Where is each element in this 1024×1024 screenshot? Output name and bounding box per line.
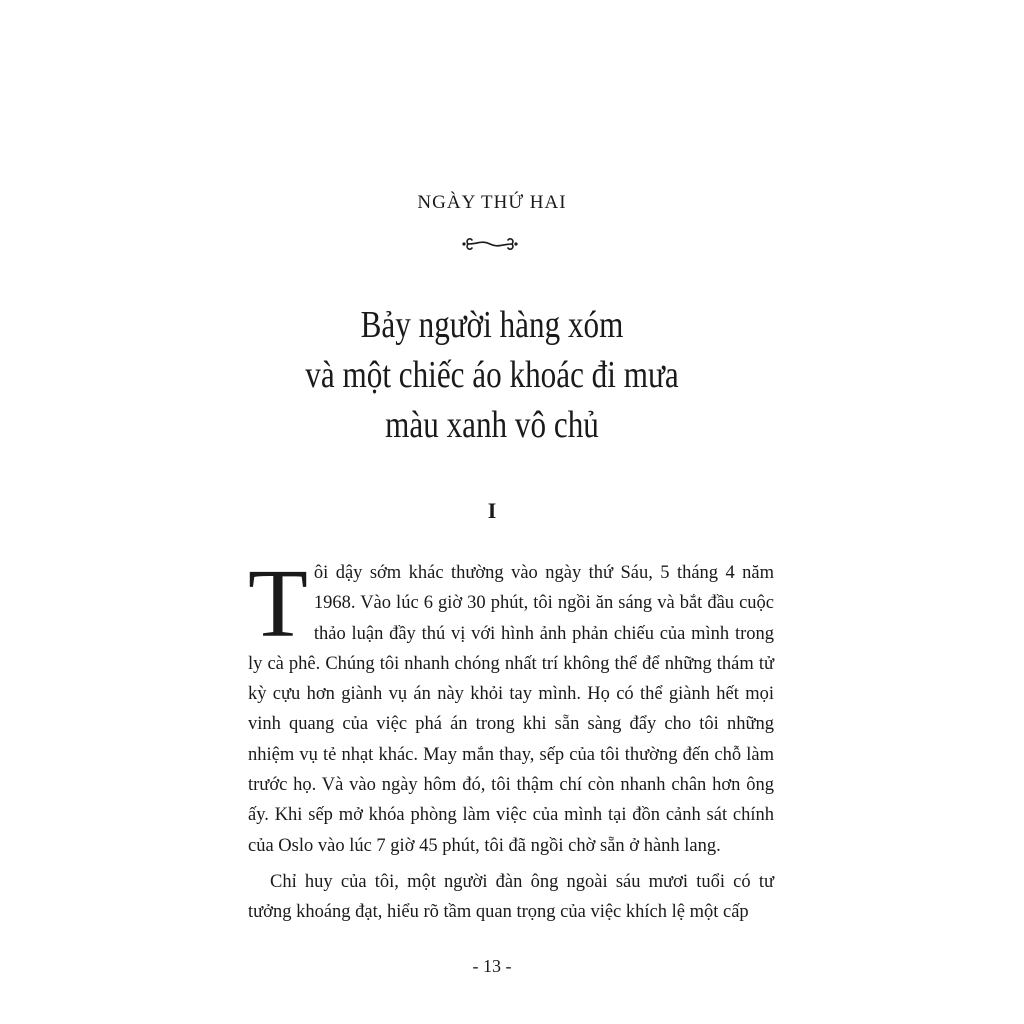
paragraph-1 bbox=[248, 550, 774, 861]
chapter-title-line-2: và một chiếc áo khoác đi mưa bbox=[305, 354, 679, 396]
flourish-ornament-icon bbox=[460, 232, 520, 256]
page-number: - 13 - bbox=[472, 956, 512, 976]
paragraph-1-text: ôi dậy sớm khác thường vào ngày thứ Sáu, 5 tháng 4 năm 1968. Vào lúc 6 giờ 30 phút, tôi ngồi ăn sáng và bắt đầu cuộc thảo luận đầy thú vị với hình ảnh phản chiếu của mình trong ly cà phê. Chúng tôi nhanh chóng nhất trí không thể để những thám tử kỳ cựu hơn giành vụ án này khỏi tay mình. Họ có thể giành hết mọi vinh quang của việc phá án trong khi sẵn sàng đẩy cho tôi những nhiệm vụ tẻ nhạt khác. May mắn thay, sếp của tôi thường đến chỗ làm trước họ. Và vào ngày hôm đó, tôi thậm chí còn nhanh chân hơn ông ấy. Khi sếp mở khóa phòng làm việc của mình tại đồn cảnh sát chính của Oslo vào lúc 7 giờ 45 phút, tôi đã ngồi chờ sẵn ở hành lang. bbox=[248, 563, 774, 856]
section-number: I bbox=[487, 498, 497, 523]
body-text bbox=[248, 550, 774, 928]
drop-cap: T bbox=[248, 550, 308, 658]
chapter-title-line-1: Bảy người hàng xóm bbox=[360, 304, 624, 346]
part-label: NGÀY THỨ HAI bbox=[417, 192, 567, 213]
chapter-title bbox=[89, 300, 896, 450]
chapter-title-line-3: màu xanh vô chủ bbox=[385, 404, 599, 446]
paragraph-2: Chỉ huy của tôi, một người đàn ông ngoài sáu mươi tuổi có tư tưởng khoáng đạt, hiểu rõ tầm quan trọng của việc khích lệ một cấp bbox=[248, 871, 774, 923]
